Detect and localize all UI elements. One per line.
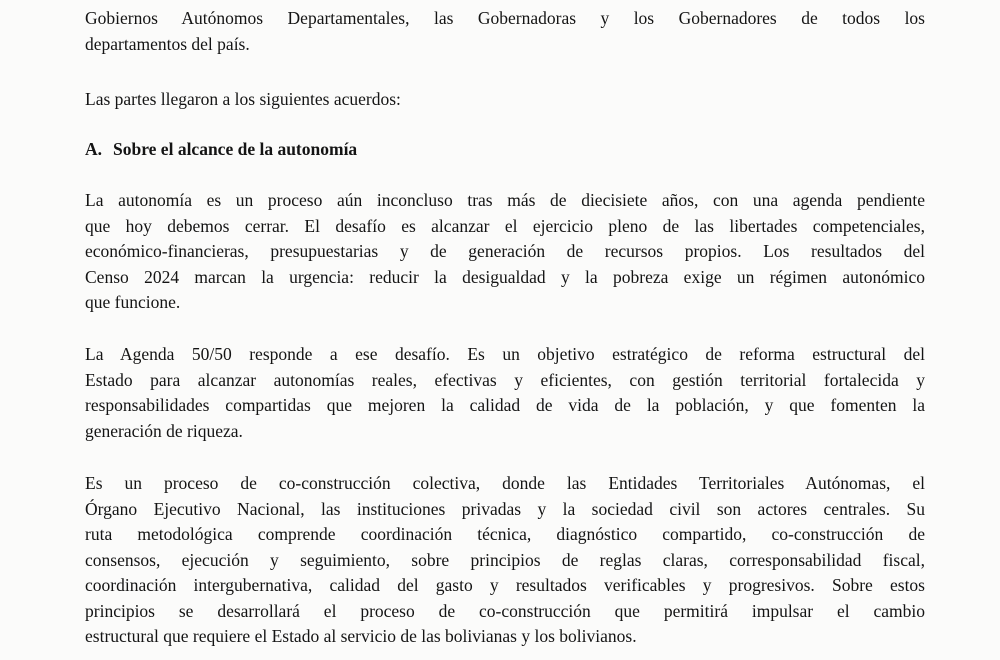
text-line: Estado para alcanzar autonomías reales, efectivas y eficientes, con gestión territorial fortalecida y [85,369,925,390]
paragraph-3 [85,471,925,650]
text-line: Es un proceso de co-construcción colectiva, donde las Entidades Territoriales Autónomas, el [85,473,925,493]
text-line: estructural que requiere el Estado al servicio de las bolivianas y los bolivianos. [85,626,637,646]
section-letter: A. [85,139,103,159]
text-line: consensos, ejecución y seguimiento, sobre principios de reglas claras, corresponsabilidad fiscal, [85,549,925,570]
text-line: departamentos del país. [85,33,250,54]
text-line: La Agenda 50/50 responde a ese desafío. Es un objetivo estratégico de reforma estructural del [85,344,925,364]
text-line: Las partes llegaron a los siguientes acuerdos: [85,89,401,109]
text-line: generación de riqueza. [85,420,243,441]
text-line: Censo 2024 marcan la urgencia: reducir la desigualdad y la pobreza exige un régimen autonómico [85,266,925,287]
intro-paragraph [85,6,925,57]
section-title: Sobre el alcance de la autonomía [113,139,358,159]
text-line: Órgano Ejecutivo Nacional, las instituciones privadas y la sociedad civil son actores centrales. Su [85,498,925,519]
text-line: que funcione. [85,292,181,312]
paragraph-1 [85,188,925,316]
section-heading [85,137,925,163]
text-line: que hoy debemos cerrar. El desafío es alcanzar el ejercicio pleno de las libertades competenciales, [85,215,925,236]
text-line: coordinación intergubernativa, calidad del gasto y resultados verificables y progresivos. Sobre estos [85,575,925,595]
text-line: económico-financieras, presupuestarias y de generación de recursos propios. Los resultados del [85,241,925,261]
text-line: principios se desarrollará el proceso de co-construcción que permitirá impulsar el cambio [85,600,925,621]
agreements-intro [85,87,925,113]
text-line: ruta metodológica comprende coordinación técnica, diagnóstico compartido, co-construcción de [85,524,925,544]
text-line: La autonomía es un proceso aún inconcluso tras más de diecisiete años, con una agenda pendiente [85,190,925,210]
text-line: responsabilidades compartidas que mejoren la calidad de vida de la población, y que fomenten la [85,395,925,415]
text-line: Gobiernos Autónomos Departamentales, las Gobernadoras y los Gobernadores de todos los [85,8,925,28]
paragraph-2 [85,342,925,444]
